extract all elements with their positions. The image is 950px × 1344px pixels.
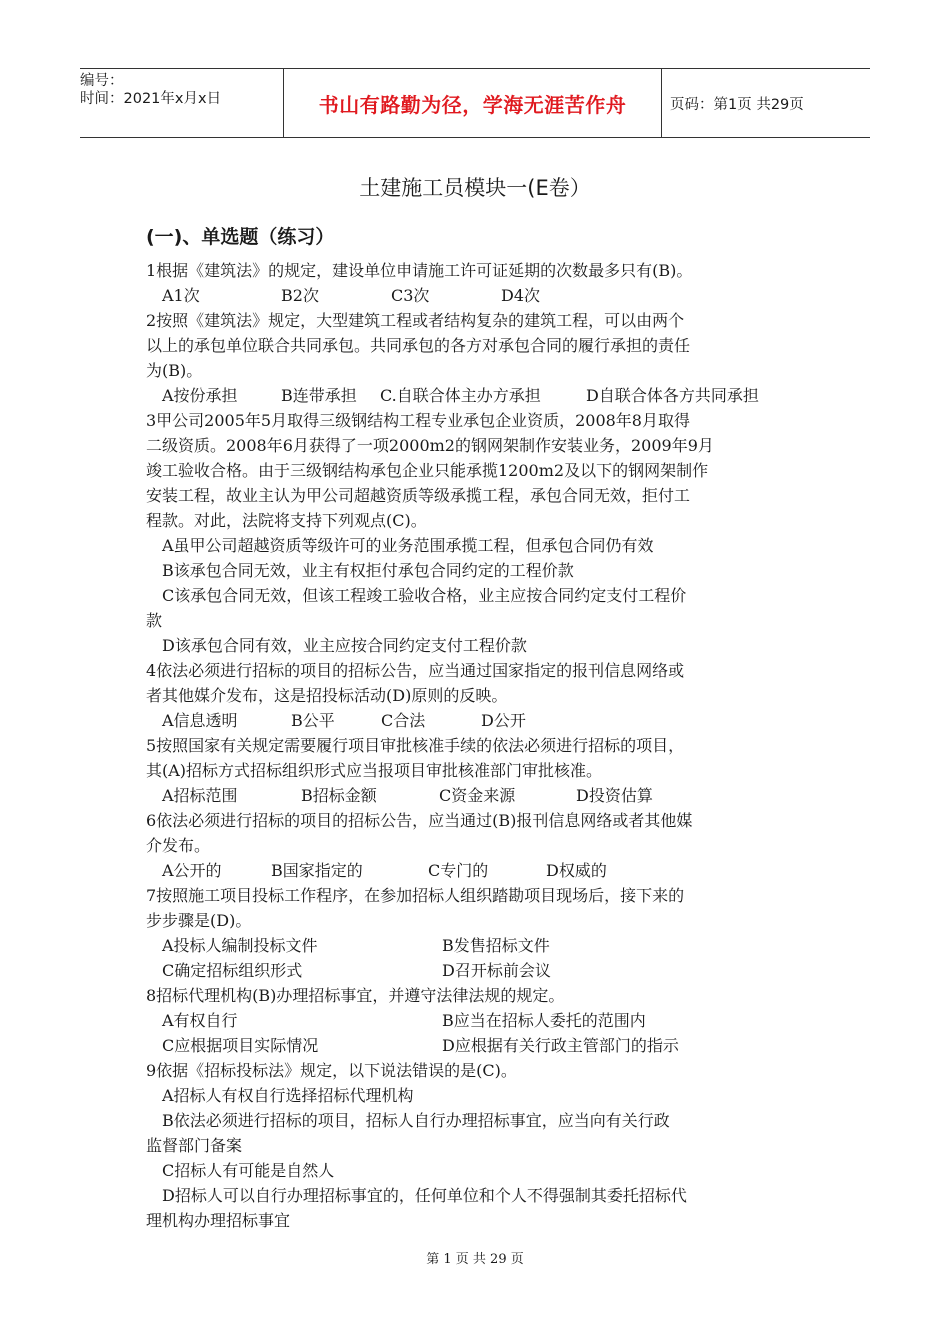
question-block (146, 258, 808, 308)
motto-text: 书山有路勤为径，学海无涯苦作舟 (318, 92, 627, 117)
options-row (146, 1033, 808, 1058)
section-heading: (一)、单选题（练习） (146, 226, 335, 248)
question-text: 7按照施工项目投标工作程序，在参加招标人组织踏勘项目现场后，接下来的 (146, 886, 685, 905)
option-item: D公开 (481, 711, 526, 730)
question-text: 1根据《建筑法》的规定，建设单位申请施工许可证延期的次数最多只有(B)。 (146, 261, 693, 280)
option-item: D4次 (501, 286, 541, 305)
question-block (146, 983, 808, 1058)
question-text: 以上的承包单位联合共同承包。共同承包的各方对承包合同的履行承担的责任 (146, 336, 691, 355)
question-text: 5按照国家有关规定需要履行项目审批核准手续的依法必须进行招标的项目， (146, 736, 685, 755)
option-item: D自联合体各方共同承担 (586, 386, 759, 405)
question-text: 程款。对此，法院将支持下列观点(C)。 (146, 511, 427, 530)
question-block (146, 658, 808, 733)
question-text: 安装工程，故业主认为甲公司超越资质等级承揽工程，承包合同无效，拒付工 (146, 486, 691, 505)
option-item: A投标人编制投标文件 (162, 936, 318, 955)
option-item: B招标金额 (301, 786, 377, 805)
option-item: A有权自行 (162, 1011, 238, 1030)
option-item: D招标人可以自行办理招标事宜的，任何单位和个人不得强制其委托招标代 (162, 1186, 687, 1205)
header-table (80, 68, 870, 138)
option-item: C3次 (391, 286, 430, 305)
option-item: C资金来源 (439, 786, 516, 805)
option-item: B公平 (291, 711, 335, 730)
options-row (146, 958, 808, 983)
page-footer: 第 1 页 共 29 页 (426, 1252, 524, 1267)
option-item: C应根据项目实际情况 (162, 1036, 319, 1055)
option-item: D应根据有关行政主管部门的指示 (442, 1036, 679, 1055)
question-block (146, 733, 808, 808)
option-item: D权威的 (546, 861, 607, 880)
question-list (146, 258, 808, 1233)
question-text: 2按照《建筑法》规定，大型建筑工程或者结构复杂的建筑工程，可以由两个 (146, 311, 685, 330)
option-item: D该承包合同有效，业主应按合同约定支付工程价款 (162, 636, 527, 655)
header-left-cell (80, 69, 283, 140)
option-item: B该承包合同无效，业主有权拒付承包合同约定的工程价款 (162, 561, 574, 580)
time-label: 时间：2021年x月x日 (80, 91, 222, 107)
header-motto-cell (283, 69, 662, 137)
question-text: 其(A)招标方式招标组织形式应当报项目审批核准部门审批核准。 (146, 761, 603, 780)
question-text: 8招标代理机构(B)办理招标事宜，并遵守法律法规的规定。 (146, 986, 565, 1005)
question-block (146, 308, 808, 408)
question-block (146, 408, 808, 658)
option-item: 款 (146, 611, 163, 630)
option-item: C.自联合体主办方承担 (380, 386, 541, 405)
question-text: 二级资质。2008年6月获得了一项2000m2的钢网架制作安装业务，2009年9月 (146, 436, 714, 455)
option-item: A招标人有权自行选择招标代理机构 (162, 1086, 414, 1105)
options-row (146, 933, 808, 958)
option-item: B2次 (281, 286, 319, 305)
question-text: 9依据《招标投标法》规定，以下说法错误的是(C)。 (146, 1061, 517, 1080)
options-row (146, 708, 808, 733)
question-block (146, 883, 808, 983)
question-text: 4依法必须进行招标的项目的招标公告，应当通过国家指定的报刊信息网络或 (146, 661, 685, 680)
question-block (146, 808, 808, 883)
question-text: 步步骤是(D)。 (146, 911, 252, 930)
options-row (146, 858, 808, 883)
header-page-cell (662, 69, 878, 137)
number-label: 编号： (80, 73, 124, 89)
option-item: B连带承担 (281, 386, 357, 405)
option-item: 监督部门备案 (146, 1136, 243, 1155)
option-item: A1次 (162, 286, 200, 305)
question-text: 为(B)。 (146, 361, 203, 380)
option-item: D召开标前会议 (442, 961, 551, 980)
question-block (146, 1058, 808, 1233)
options-row (146, 383, 808, 408)
document-title: 土建施工员模块一(E卷） (359, 176, 591, 200)
option-item: C专门的 (428, 861, 489, 880)
question-text: 介发布。 (146, 836, 211, 855)
option-item: A信息透明 (162, 711, 238, 730)
option-item: A公开的 (162, 861, 222, 880)
question-text: 3甲公司2005年5月取得三级钢结构工程专业承包企业资质，2008年8月取得 (146, 411, 690, 430)
page-label: 页码：第1页 共29页 (670, 96, 804, 113)
question-text: 竣工验收合格。由于三级钢结构承包企业只能承揽1200m2及以下的钢网架制作 (146, 461, 709, 480)
option-item: C合法 (381, 711, 426, 730)
options-row (146, 1008, 808, 1033)
option-item: D投资估算 (576, 786, 653, 805)
question-text: 6依法必须进行招标的项目的招标公告，应当通过(B)报刊信息网络或者其他媒 (146, 811, 693, 830)
option-item: B依法必须进行招标的项目，招标人自行办理招标事宜，应当向有关行政 (162, 1111, 670, 1130)
option-item: B发售招标文件 (442, 936, 550, 955)
option-item: A虽甲公司超越资质等级许可的业务范围承揽工程，但承包合同仍有效 (162, 536, 654, 555)
option-item: C确定招标组织形式 (162, 961, 303, 980)
options-row (146, 283, 808, 308)
option-item: B国家指定的 (271, 861, 363, 880)
option-item: B应当在招标人委托的范围内 (442, 1011, 646, 1030)
question-text: 者其他媒介发布，这是招投标活动(D)原则的反映。 (146, 686, 508, 705)
option-item: 理机构办理招标事宜 (146, 1211, 291, 1230)
option-item: C招标人有可能是自然人 (162, 1161, 335, 1180)
option-item: C该承包合同无效，但该工程竣工验收合格，业主应按合同约定支付工程价 (162, 586, 687, 605)
option-item: A招标范围 (162, 786, 238, 805)
options-row (146, 783, 808, 808)
option-item: A按份承担 (162, 386, 238, 405)
